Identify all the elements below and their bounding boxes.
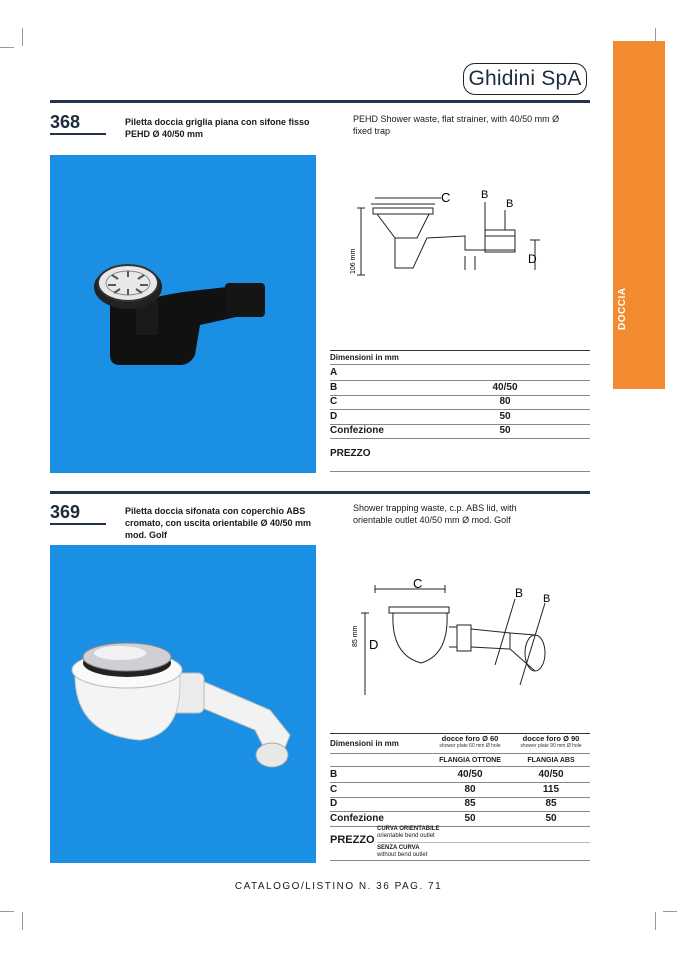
- table-line: [377, 842, 590, 843]
- technical-diagram: [345, 180, 560, 290]
- table-line: [330, 766, 590, 767]
- table-line: [330, 364, 590, 365]
- row-value: 80: [499, 396, 511, 408]
- table-row: [330, 798, 590, 811]
- product-title-it: [125, 116, 310, 140]
- row-value: 115: [542, 783, 560, 795]
- row-label: C: [330, 783, 338, 795]
- dim-label-b: B: [481, 189, 489, 201]
- flange-label: FLANGIA OTTONE: [439, 757, 501, 764]
- row-label: C: [330, 396, 338, 408]
- crop-mark: [0, 911, 14, 912]
- brand-logo: Ghidini SpA: [463, 63, 587, 95]
- product-title-en: [353, 113, 559, 137]
- table-row: [330, 813, 590, 826]
- column-subtitle: shower plate 90 mm Ø hole: [520, 743, 582, 749]
- row-label: B: [330, 769, 338, 780]
- table-line: [330, 438, 590, 439]
- title-it-line: mod. Golf: [125, 530, 167, 540]
- column-header: [512, 734, 590, 749]
- column-title: docce foro Ø 90: [522, 734, 580, 743]
- price-option-en: without bend outlet: [377, 852, 428, 858]
- dim-label-b: B: [506, 198, 514, 210]
- page-footer: CATALOGO/LISTINO N. 36 PAG. 71: [234, 881, 443, 892]
- column-subtitle: shower plate 60 mm Ø hole: [439, 743, 501, 749]
- row-value: 50: [545, 812, 557, 824]
- row-value: 40/50: [457, 769, 483, 780]
- height-label: 85 mm: [352, 625, 359, 647]
- crop-mark: [0, 47, 14, 48]
- table-line: [330, 860, 590, 861]
- dim-label-d: D: [528, 252, 537, 266]
- title-en-line: Shower trapping waste, c.p. ABS lid, with: [353, 503, 517, 513]
- product-code: 369: [50, 502, 81, 522]
- crop-mark: [655, 912, 656, 930]
- code-underline: [50, 133, 106, 135]
- table-line: [330, 826, 590, 827]
- row-label: D: [330, 798, 338, 810]
- table-row: [330, 367, 590, 380]
- price-label: PREZZO: [330, 834, 375, 846]
- price-label-text: PREZZO: [330, 448, 371, 459]
- table-rule: [330, 350, 590, 351]
- table-line: [330, 753, 590, 754]
- title-it-line: Piletta doccia sifonata con coperchio ABS: [125, 506, 306, 516]
- trapping-waste-icon: [50, 545, 316, 863]
- row-label: A: [330, 367, 338, 378]
- title-en-line: fixed trap: [353, 126, 391, 136]
- row-value: 85: [545, 798, 557, 810]
- code-underline: [50, 523, 106, 525]
- title-it-line: cromato, con uscita orientabile Ø 40/50 mm: [125, 518, 312, 528]
- table-line: [330, 471, 590, 472]
- row-value: 85: [464, 798, 476, 810]
- row-label: Confezione: [330, 425, 384, 437]
- side-tab: [613, 41, 665, 389]
- price-option-it: CURVA ORIENTABILE: [377, 826, 440, 832]
- side-tab-label: DOCCIA: [617, 287, 628, 330]
- row-value: 50: [499, 425, 511, 437]
- table-row: [330, 396, 590, 409]
- dim-label-b: B: [515, 586, 524, 600]
- section-rule: [50, 100, 590, 103]
- row-value: 80: [464, 783, 476, 795]
- product-photo: [50, 545, 316, 863]
- table-header: Dimensioni in mm: [330, 739, 399, 748]
- dim-label-b: B: [543, 593, 551, 605]
- price-option-en: orientable bend outlet: [377, 833, 435, 839]
- row-value: 40/50: [492, 381, 518, 393]
- crop-mark: [22, 28, 23, 46]
- product-code: 368: [50, 112, 81, 132]
- section-rule: [50, 491, 590, 494]
- row-label: B: [330, 381, 338, 393]
- table-row: [330, 769, 590, 782]
- title-en-line: orientable outlet 40/50 mm Ø mod. Golf: [353, 515, 511, 525]
- product-photo: [50, 155, 316, 473]
- crop-mark: [663, 911, 677, 912]
- product-title-it: [125, 505, 311, 541]
- column-title: docce foro Ø 60: [441, 734, 499, 743]
- crop-mark: [22, 912, 23, 930]
- product-title-en: [353, 502, 517, 526]
- row-label: D: [330, 410, 338, 422]
- row-value: 50: [464, 812, 476, 824]
- price-options: [377, 826, 439, 840]
- dim-label-c: C: [441, 190, 451, 205]
- price-option-it: SENZA CURVA: [377, 845, 420, 851]
- table-row: [330, 784, 590, 797]
- dim-label-d: D: [369, 637, 379, 652]
- dim-label-c: C: [413, 576, 423, 591]
- flange-label: FLANGIA ABS: [527, 757, 575, 764]
- column-header: [430, 734, 510, 749]
- table-header: Dimensioni in mm: [330, 353, 399, 362]
- title-en-line: PEHD Shower waste, flat strainer, with 40/50 mm Ø: [353, 114, 560, 124]
- table-row: [330, 425, 590, 438]
- row-value: 40/50: [538, 769, 564, 780]
- flat-strainer-waste-icon: [50, 155, 316, 473]
- table-row: [330, 382, 590, 395]
- price-options: [377, 845, 427, 859]
- table-row: [330, 411, 590, 424]
- row-label: Confezione: [330, 812, 384, 824]
- technical-diagram: [345, 575, 560, 695]
- title-it-line: PEHD Ø 40/50 mm: [125, 129, 204, 139]
- height-label: 106 mm: [350, 248, 357, 274]
- title-it-line: Piletta doccia griglia piana con sifone fisso: [125, 117, 310, 127]
- row-value: 50: [499, 410, 511, 422]
